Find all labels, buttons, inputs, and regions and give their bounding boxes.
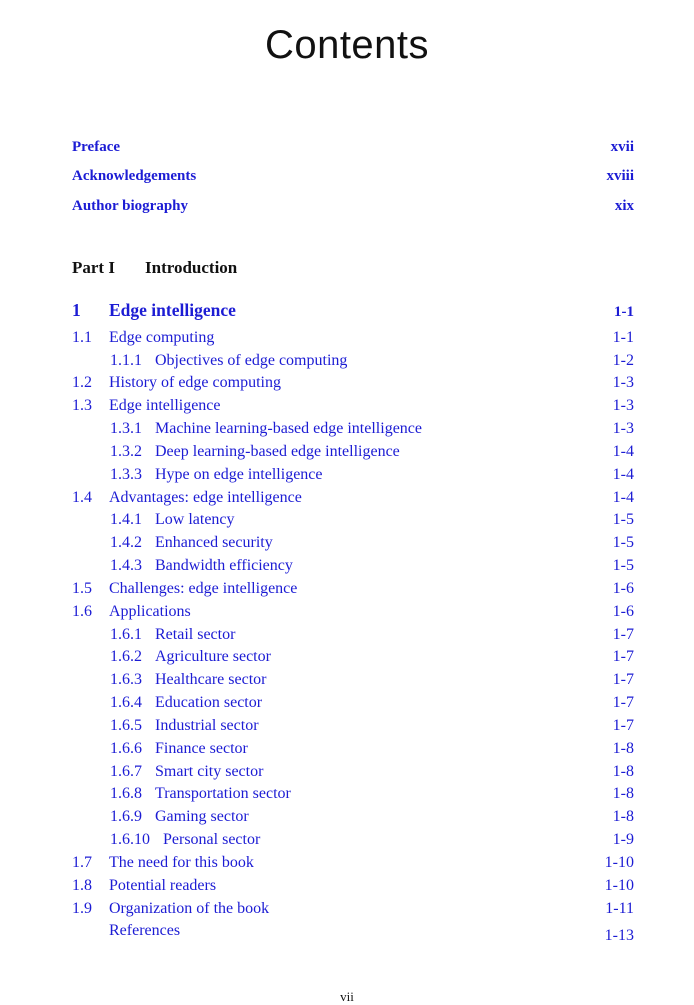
section-title: Bandwidth efficiency	[155, 557, 293, 574]
toc-entry-title: Acknowledgements	[72, 168, 197, 184]
toc-link-references[interactable]	[72, 922, 634, 945]
toc-link-1-3-1[interactable]	[72, 420, 634, 438]
part-heading	[72, 258, 237, 278]
section-title: Enhanced security	[155, 534, 273, 551]
section-number: 1.6.1	[110, 626, 142, 643]
section-number: 1.6	[72, 603, 92, 620]
section-title: Machine learning-based edge intelligence	[155, 420, 422, 437]
toc-link-1-2[interactable]	[72, 374, 634, 392]
section-title: Hype on edge intelligence	[155, 466, 323, 483]
toc-link-acknowledgements[interactable]	[72, 168, 634, 185]
section-number: 1.1.1	[110, 352, 142, 369]
section-page: 1-8	[612, 763, 634, 780]
section-title: Challenges: edge intelligence	[109, 580, 298, 597]
toc-link-1-6-6[interactable]	[72, 740, 634, 758]
section-title: Edge computing	[109, 329, 215, 346]
section-title: Advantages: edge intelligence	[109, 489, 302, 506]
section-page: 1-4	[612, 466, 634, 483]
section-number: 1.8	[72, 877, 92, 894]
toc-link-1-6-2[interactable]	[72, 648, 634, 666]
toc-link-1-6-5[interactable]	[72, 717, 634, 735]
toc-link-1-6-3[interactable]	[72, 671, 634, 689]
section-number: 1.4.2	[110, 534, 142, 551]
section-title: Healthcare sector	[155, 671, 267, 688]
section-page: 1-3	[612, 374, 634, 391]
toc-entry-page: xvii	[610, 139, 634, 155]
toc-link-1-4-2[interactable]	[72, 534, 634, 552]
section-number: 1.4.1	[110, 511, 142, 528]
section-number: 1.6.9	[110, 808, 142, 825]
toc-link-preface[interactable]	[72, 139, 634, 156]
section-title: Potential readers	[109, 877, 217, 894]
section-title: The need for this book	[109, 854, 254, 871]
section-number: 1.3.3	[110, 466, 142, 483]
section-page: 1-7	[612, 626, 634, 643]
section-page: 1-6	[612, 580, 634, 597]
section-number: 1.3	[72, 397, 92, 414]
section-page: 1-5	[612, 557, 634, 574]
toc-link-1-6-4[interactable]	[72, 694, 634, 712]
toc-link-1-1[interactable]	[72, 329, 634, 347]
section-number: 1.3.2	[110, 443, 142, 460]
toc-link-1-3-3[interactable]	[72, 466, 634, 484]
section-number: 1.9	[72, 900, 92, 917]
section-page: 1-3	[612, 420, 634, 437]
toc-link-1-6[interactable]	[72, 603, 634, 621]
section-title: History of edge computing	[109, 374, 281, 391]
section-page: 1-4	[612, 443, 634, 460]
section-number: 1.4.3	[110, 557, 142, 574]
part-number: Part I	[72, 258, 115, 277]
toc-link-1-4-1[interactable]	[72, 511, 634, 529]
section-title: Agriculture sector	[155, 648, 271, 665]
toc-entry-page: xviii	[606, 168, 634, 184]
toc-link-author-biography[interactable]	[72, 198, 634, 215]
section-page: 1-8	[612, 785, 634, 802]
section-title: Applications	[109, 603, 191, 620]
section-page: 1-7	[612, 648, 634, 665]
toc-link-chapter-1[interactable]	[72, 300, 634, 321]
part-title: Introduction	[145, 258, 238, 277]
section-page: 1-10	[604, 854, 634, 871]
section-title: Gaming sector	[155, 808, 249, 825]
section-page: 1-6	[612, 603, 634, 620]
section-title: Organization of the book	[109, 900, 270, 917]
section-number: 1.1	[72, 329, 92, 346]
toc-link-1-1-1[interactable]	[72, 352, 634, 370]
section-page: 1-8	[612, 808, 634, 825]
section-number: 1.6.5	[110, 717, 142, 734]
section-title: Deep learning-based edge intelligence	[155, 443, 400, 460]
section-page: 1-10	[604, 877, 634, 894]
section-number: 1.3.1	[110, 420, 142, 437]
section-page: 1-7	[612, 671, 634, 688]
toc-link-1-4[interactable]	[72, 489, 634, 507]
section-number: 1.6.3	[110, 671, 142, 688]
section-title: Objectives of edge computing	[155, 352, 348, 369]
section-title: Education sector	[155, 694, 263, 711]
section-page: 1-8	[612, 740, 634, 757]
section-title: Personal sector	[163, 831, 261, 848]
section-page: 1-11	[605, 900, 634, 917]
toc-link-1-6-8[interactable]	[72, 785, 634, 803]
chapter-title: Edge intelligence	[109, 300, 236, 320]
section-number: 1.6.7	[110, 763, 142, 780]
section-number: 1.5	[72, 580, 92, 597]
section-title: Low latency	[155, 511, 235, 528]
toc-link-1-3-2[interactable]	[72, 443, 634, 461]
toc-link-1-9[interactable]	[72, 900, 634, 918]
toc-link-1-4-3[interactable]	[72, 557, 634, 575]
toc-link-1-8[interactable]	[72, 877, 634, 895]
section-title: Finance sector	[155, 740, 248, 757]
section-number: 1.7	[72, 854, 92, 871]
section-title: Industrial sector	[155, 717, 259, 734]
section-title: Smart city sector	[155, 763, 264, 780]
section-number: 1.6.6	[110, 740, 142, 757]
section-number	[72, 922, 109, 940]
section-page: 1-7	[612, 717, 634, 734]
toc-link-1-6-9[interactable]	[72, 808, 634, 826]
section-page: 1-5	[612, 534, 634, 551]
toc-entry-title: Author biography	[72, 198, 189, 214]
section-page: 1-3	[612, 397, 634, 414]
section-page: 1-5	[612, 511, 634, 528]
section-title: Transportation sector	[155, 785, 291, 802]
section-page: 1-4	[612, 489, 634, 506]
section-title: References	[109, 922, 181, 939]
chapter-page: 1-1	[614, 304, 634, 320]
toc-link-1-3[interactable]	[72, 397, 634, 415]
toc-link-1-6-1[interactable]	[72, 626, 634, 644]
section-page: 1-9	[612, 831, 634, 848]
toc-entry-title: Preface	[72, 139, 121, 155]
toc-entry-page: xix	[614, 198, 634, 214]
section-title: Edge intelligence	[109, 397, 221, 414]
section-page: 1-13	[604, 927, 634, 944]
toc-link-1-6-10[interactable]	[72, 831, 634, 849]
toc-link-1-5[interactable]	[72, 580, 634, 598]
section-number: 1.2	[72, 374, 92, 391]
toc-link-1-6-7[interactable]	[72, 763, 634, 781]
section-page: 1-2	[612, 352, 634, 369]
section-page: 1-1	[612, 329, 634, 346]
chapter-number: 1	[72, 300, 81, 320]
section-number: 1.6.10	[110, 831, 150, 848]
section-title: Retail sector	[155, 626, 236, 643]
section-number: 1.6.2	[110, 648, 142, 665]
page-number: vii	[340, 989, 354, 1004]
section-number: 1.4	[72, 489, 92, 506]
toc-link-1-7[interactable]	[72, 854, 634, 872]
page-title: Contents	[264, 23, 430, 67]
section-page: 1-7	[612, 694, 634, 711]
section-number: 1.6.8	[110, 785, 142, 802]
section-number: 1.6.4	[110, 694, 142, 711]
